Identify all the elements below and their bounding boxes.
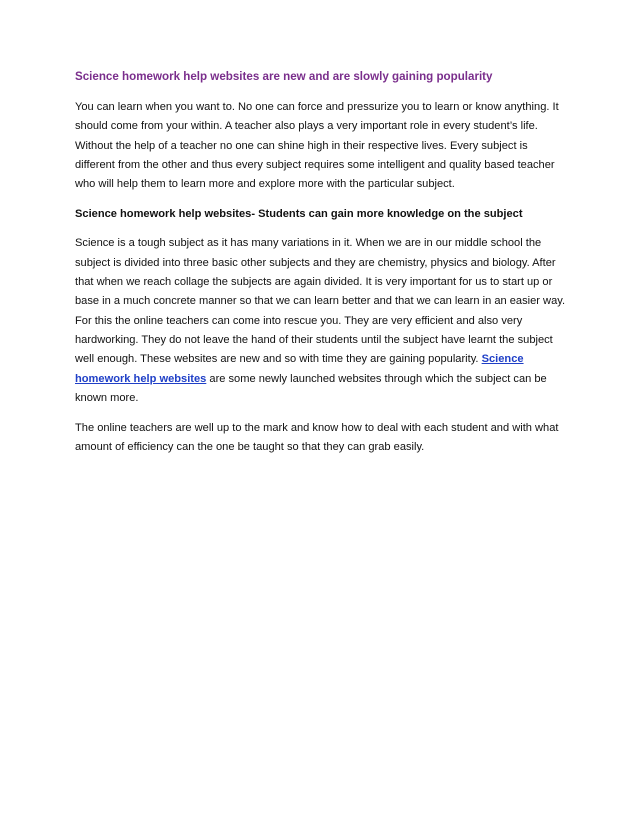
paragraph-science xyxy=(75,234,567,408)
paragraph-online-teachers: The online teachers are well up to the mark and know how to deal with each student and with what amount of efficiency can the one be taught so that they can grab easily. xyxy=(75,422,559,454)
science-homework-help-link[interactable]: Science homework help websites xyxy=(75,353,524,385)
paragraph-science-text-before-link: Science is a tough subject as it has many variations in it. When we are in our middle school the subject is divided into three basic other subjects and they are chemistry, physics and biology. After that when we reach collage the subjects are again divided. It is very important for us to start up or base in a much concrete manner so that we can learn better and that we can learn in an easier way. For this the online teachers can come into rescue you. They are very efficient and also very hardworking. They do not leave the hand of their students until the subject have learnt the subject well enough. These websites are new and so with time they are gaining popularity. xyxy=(75,237,566,366)
paragraph-science-text-after-link: are some newly launched websites through which the subject can be known more. xyxy=(75,372,547,404)
document-page xyxy=(75,70,567,469)
section-subheading: Science homework help websites- Students can gain more knowledge on the subject xyxy=(75,208,523,221)
document-title: Science homework help websites are new and are slowly gaining popularity xyxy=(75,70,493,83)
paragraph-intro: You can learn when you want to. No one can force and pressurize you to learn or know anything. It should come from your within. A teacher also plays a very important role in every student’s life. Without the help of a teacher no one can shine high in their respective lives. Every subject is different from the other and thus every subject requires some intelligent and quality based teacher who will help them to learn more and explore more with the particular subject. xyxy=(75,101,559,191)
